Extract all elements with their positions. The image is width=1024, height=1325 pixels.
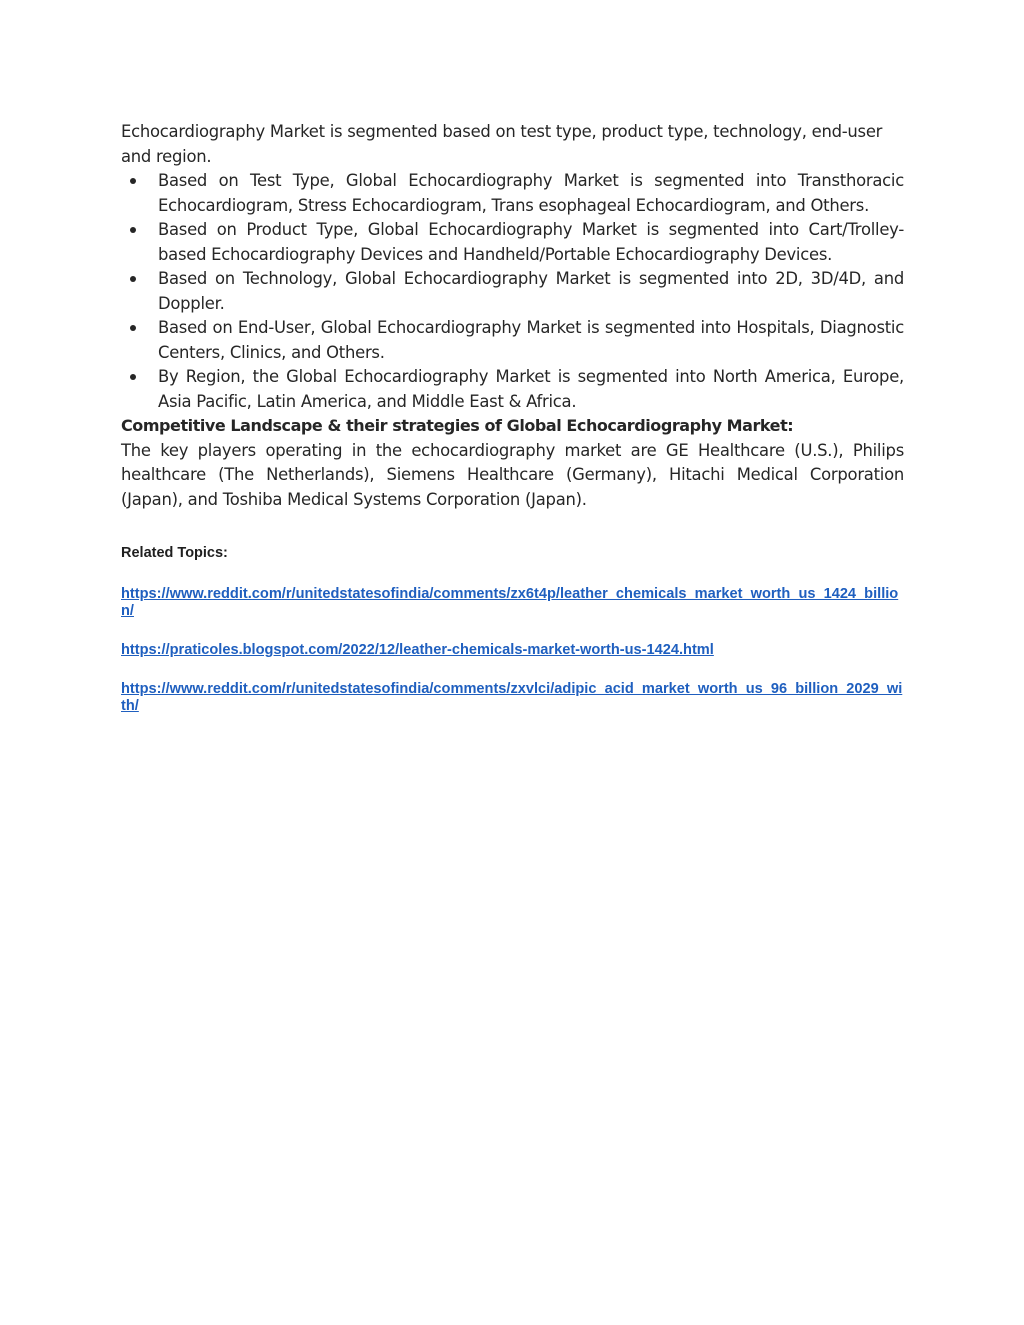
bullet-icon (130, 374, 136, 380)
related-link[interactable]: https://www.reddit.com/r/unitedstatesofindia/comments/zxvlci/adipic_acid_market_worth_us_96_billion_2029_with/ (121, 681, 903, 714)
related-link[interactable]: https://www.reddit.com/r/unitedstatesofindia/comments/zx6t4p/leather_chemicals_market_worth_us_1424_billion/ (121, 586, 899, 619)
list-item-text: Based on Technology, Global Echocardiography Market is segmented into 2D, 3D/4D, and Doppler. (158, 269, 904, 313)
bullet-icon (130, 178, 136, 184)
competitive-paragraph: The key players operating in the echocardiography market are GE Healthcare (U.S.), Philips healthcare (The Netherlands), Siemens Healthcare (Germany), Hitachi Medical Corporation (Japan), and Toshiba Medical Systems Corporation (Japan). (121, 440, 904, 509)
list-item (121, 365, 904, 414)
list-item (121, 169, 904, 218)
bullet-icon (130, 227, 136, 233)
list-item (121, 316, 904, 365)
list-item (121, 267, 904, 316)
intro-paragraph: Echocardiography Market is segmented based on test type, product type, technology, end-user and region. (121, 122, 883, 166)
list-item-text: Based on End-User, Global Echocardiography Market is segmented into Hospitals, Diagnostic Centers, Clinics, and Others. (158, 318, 904, 362)
related-topics-label: Related Topics: (121, 545, 228, 561)
list-item-text: Based on Test Type, Global Echocardiography Market is segmented into Transthoracic Echocardiogram, Stress Echocardiogram, Trans esophageal Echocardiogram, and Others. (158, 171, 904, 215)
related-link[interactable]: https://praticoles.blogspot.com/2022/12/leather-chemicals-market-worth-us-1424.html (121, 642, 714, 658)
competitive-heading: Competitive Landscape & their strategies of Global Echocardiography Market: (121, 416, 794, 435)
bullet-icon (130, 325, 136, 331)
list-item-text: Based on Product Type, Global Echocardiography Market is segmented into Cart/Trolley-based Echocardiography Devices and Handheld/Portable Echocardiography Devices. (158, 220, 904, 264)
bullet-icon (130, 276, 136, 282)
list-item-text: By Region, the Global Echocardiography Market is segmented into North America, Europe, Asia Pacific, Latin America, and Middle East & Africa. (158, 367, 904, 411)
related-links (121, 586, 904, 715)
document-page (121, 120, 904, 737)
list-item (121, 218, 904, 267)
segment-list (121, 169, 904, 414)
